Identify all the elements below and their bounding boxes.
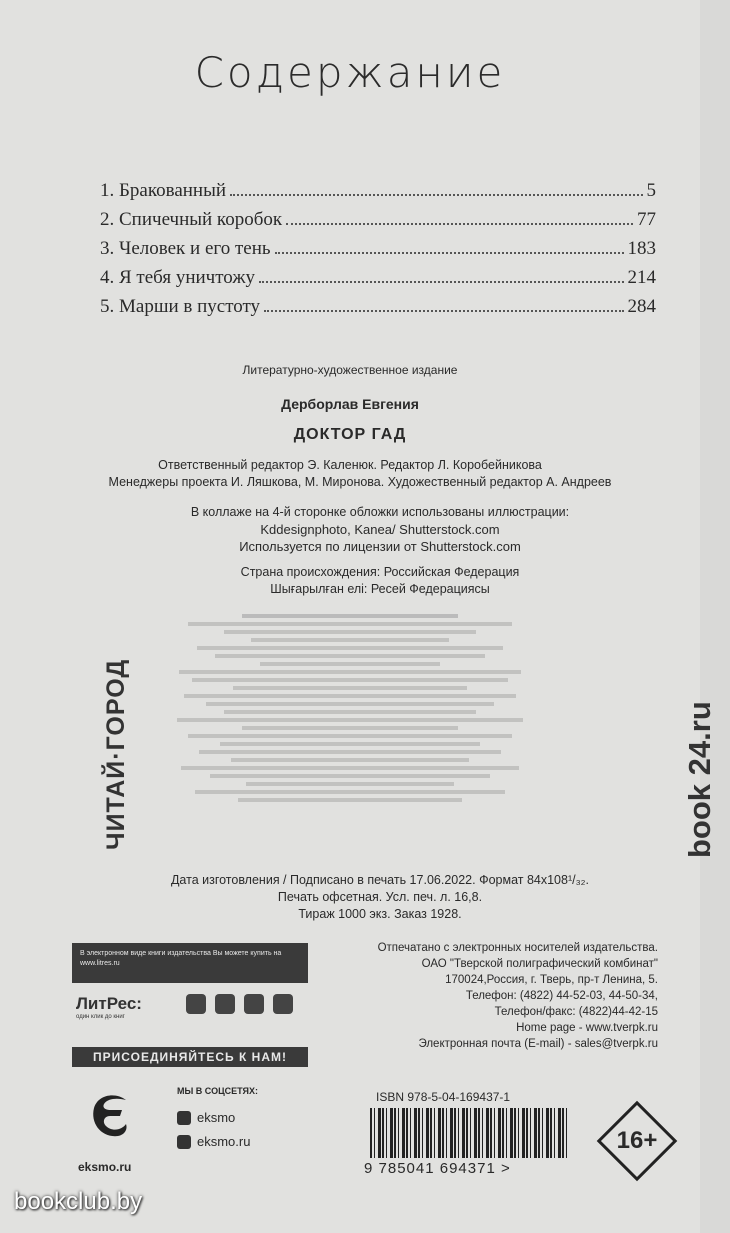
windows-icon [273,994,293,1014]
android-icon [215,994,235,1014]
social-title: МЫ В СОЦСЕТЯХ: [177,1086,259,1096]
credits-line: Ответственный редактор Э. Каленюк. Редактор Л. Коробейникова [158,458,542,472]
illustration-credit: Kddesignphoto, Kanea/ Shutterstock.com [260,522,500,537]
ebook-promo-box: В электронном виде книги издательства Вы можете купить на www.litres.ru [72,943,308,983]
app-icon [244,994,264,1014]
barcode-number: 9 785041 694371 > [364,1160,511,1177]
eksmo-site: eksmo.ru [78,1160,132,1174]
eksmo-logo-icon [86,1090,134,1146]
social-link-site: eksmo.ru [177,1134,250,1149]
barcode [370,1108,570,1158]
apple-icon [186,994,206,1014]
edition-type: Литературно-художественное издание [242,363,458,377]
page-title: Содержание [194,48,506,97]
publisher-imprint-fine-print [170,612,530,806]
book24-logo: book 24.ru [682,701,717,858]
youtube-icon [177,1135,191,1149]
origin-country: Страна происхождения: Российская Федерация [240,565,520,579]
age-rating-badge: 16+ [592,1096,682,1186]
app-store-icons [186,994,293,1014]
watermark: bookclub.by [14,1188,143,1215]
toc-row: 3. Человек и его тень 183 [100,238,656,259]
table-of-contents [100,180,656,325]
author-name: Дерборлав Евгения [281,396,419,412]
toc-row: 1. Бракованный 5 [100,180,656,201]
print-info: Тираж 1000 экз. Заказ 1928. [298,907,462,921]
toc-row: 2. Спичечный коробок 77 [100,209,656,230]
chitai-gorod-logo: ЧИТАЙ·ГОРОД [102,658,130,850]
toc-row: 5. Марши в пустоту 284 [100,296,656,317]
print-info: Дата изготовления / Подписано в печать 17.06.2022. Формат 84x108¹/₃₂. [170,873,590,887]
isbn: ISBN 978-5-04-169437-1 [376,1090,511,1104]
toc-row: 4. Я тебя уничтожу 214 [100,267,656,288]
litres-logo: ЛитРес: один клик до книг [76,994,142,1020]
book-title: ДОКТОР ГАД [293,426,407,443]
origin-country-kz: Шығарылған елі: Ресей Федерациясы [270,582,490,596]
print-info: Печать офсетная. Усл. печ. л. 16,8. [277,890,483,904]
illustration-credit: Используется по лицензии от Shutterstock.com [239,539,521,554]
illustration-credit: В коллаже на 4-й сторонке обложки использованы иллюстрации: [190,505,570,519]
social-link-vk: eksmo [177,1110,235,1125]
join-us-banner: ПРИСОЕДИНЯЙТЕСЬ К НАМ! [72,1047,308,1067]
printer-info: Отпечатано с электронных носителей издательства. ОАО "Тверской полиграфический комбинат" 170024,Россия, г. Тверь, пр-т Ленина, 5. Телефон: (4822) 44-52-03, 44-50-34, Телефон/факс: (4822)44-42-15 Home page - www.tverpk.ru Электронная почта (E-mail) - sales@tverpk.ru [377,942,658,1050]
credits-line: Менеджеры проекта И. Ляшкова, М. Миронова. Художественный редактор А. Андреев [108,475,612,489]
vk-icon [177,1111,191,1125]
